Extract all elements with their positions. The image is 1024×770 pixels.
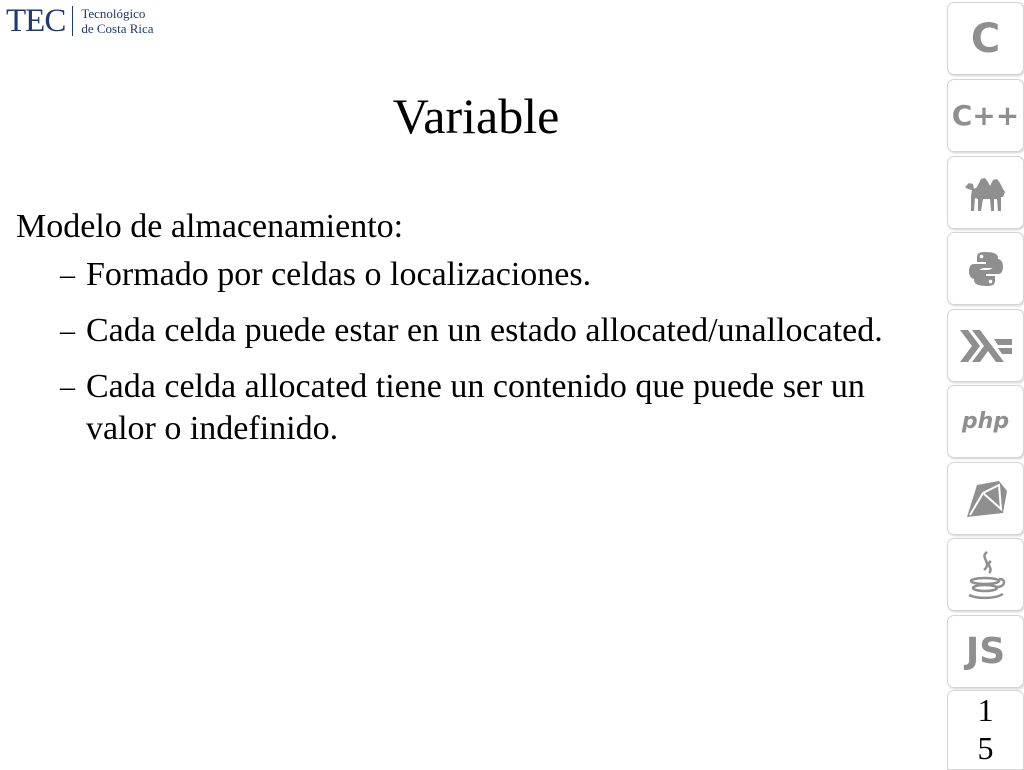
slide-number-digit-2: 5 [977,730,994,766]
bullet-text: Cada celda allocated tiene un contenido que puede ser un valor o indefinido. [86,368,865,447]
bullet-dash: – [60,370,75,403]
haskell-icon [947,309,1024,382]
python-icon [947,232,1024,305]
cpp-language-icon [947,79,1024,152]
bullet-dash: – [60,314,75,347]
php-glyph: php [961,409,1010,434]
java-cup-icon [963,549,1009,601]
camel-icon [963,173,1009,213]
logo-line-1: Tecnológico [81,6,146,21]
language-sidebar [945,0,1024,768]
python-logo-icon [966,249,1006,289]
bullet-item [16,366,936,450]
cpp-glyph: C++ [951,99,1020,132]
logo-line-2: de Costa Rica [81,21,154,36]
bullet-text: Formado por celdas o localizaciones. [86,256,592,293]
c-language-icon [947,2,1024,75]
slide-number [947,690,1024,770]
institution-logo [6,3,154,39]
ruby-gem-icon [963,479,1009,519]
logo-text [81,6,153,36]
c-glyph: C [970,15,1001,62]
slide-body [16,204,936,464]
bullet-item [16,254,936,296]
logo-divider [72,6,73,36]
java-icon [947,538,1024,611]
bullet-text: Cada celda puede estar en un estado allocated/unallocated. [86,312,883,349]
haskell-logo-icon [958,328,1014,364]
bullet-item [16,310,936,352]
lead-text: Modelo de almacenamiento: [16,208,404,245]
logo-mark: TEC [6,2,66,39]
ruby-icon [947,462,1024,535]
slide-title: Variable [392,88,560,144]
php-icon [947,385,1024,458]
javascript-icon [947,615,1024,688]
slide-number-digit-1: 1 [977,692,994,728]
js-glyph: JS [965,631,1006,672]
perl-camel-icon [947,156,1024,229]
bullet-dash: – [60,258,75,291]
